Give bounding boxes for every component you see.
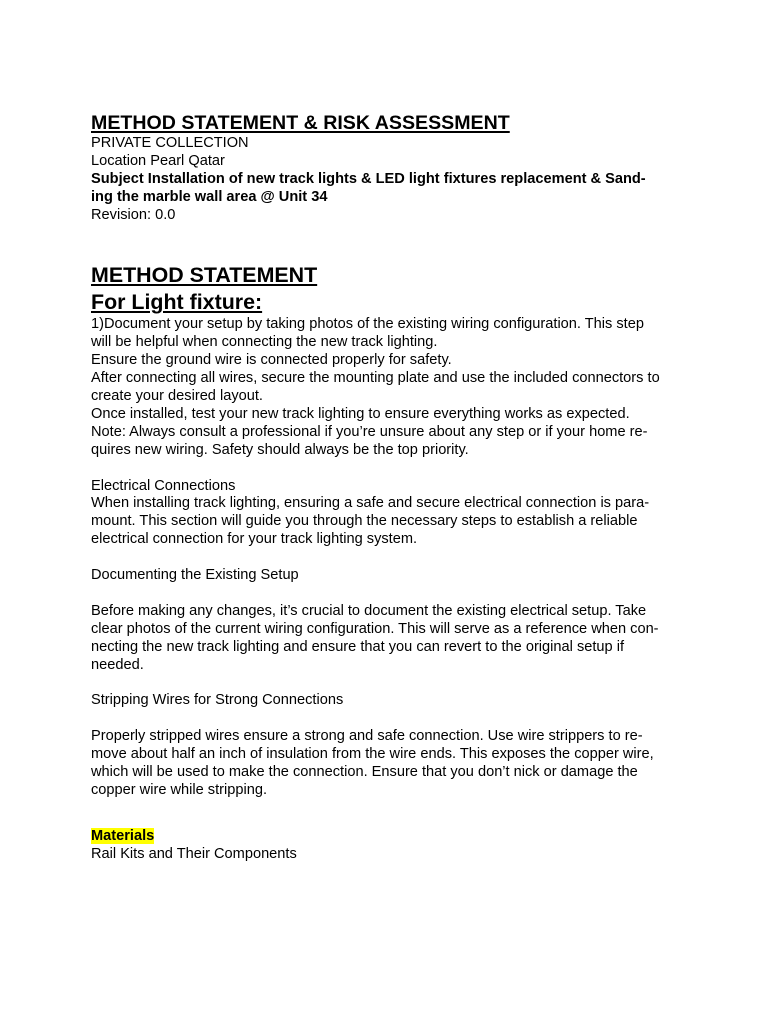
document-title: METHOD STATEMENT & RISK ASSESSMENT	[91, 112, 510, 134]
document-body	[91, 112, 683, 864]
location-line: Location Pearl Qatar	[91, 152, 225, 169]
paragraph-line: copper wire while stripping.	[91, 781, 268, 798]
spacer	[91, 549, 683, 567]
paragraph-line: Properly stripped wires ensure a strong and safe connection. Use wire strippers to re-	[91, 728, 643, 745]
paragraph-line: necting the new track lighting and ensure that you can revert to the original setup if	[91, 638, 624, 655]
paragraph-line: Before making any changes, it’s crucial to document the existing electrical setup. Take	[91, 602, 647, 619]
electrical-paragraph	[91, 495, 683, 549]
paragraph-line: clear photos of the current wiring configuration. This will serve as a reference when con-	[91, 620, 659, 637]
subject-line-1: Subject Installation of new track lights & LED light fixtures replacement & Sand-	[91, 170, 646, 187]
paragraph-line: Note: Always consult a professional if you’re unsure about any step or if your home re-	[91, 423, 648, 440]
paragraph-line: Ensure the ground wire is connected properly for safety.	[91, 352, 452, 369]
spacer	[91, 225, 683, 243]
spacer	[91, 710, 683, 728]
electrical-connections-heading: Electrical Connections	[91, 477, 236, 494]
paragraph-line: electrical connection for your track lighting system.	[91, 531, 418, 548]
paragraph-line: which will be used to make the connection. Ensure that you don’t nick or damage the	[91, 764, 638, 780]
spacer	[91, 800, 683, 818]
stripping-heading: Stripping Wires for Strong Connections	[91, 692, 344, 709]
spacer	[91, 242, 683, 262]
revision-line: Revision: 0.0	[91, 206, 176, 223]
spacer	[91, 460, 683, 478]
paragraph-line: will be helpful when connecting the new track lighting.	[91, 334, 438, 351]
light-fixture-subheading: For Light fixture:	[91, 290, 263, 315]
paragraph-line: When installing track lighting, ensuring a safe and secure electrical connection is para-	[91, 495, 650, 512]
materials-heading: Materials	[91, 827, 155, 844]
paragraph-line: move about half an inch of insulation from the wire ends. This exposes the copper wire,	[91, 746, 654, 763]
materials-item: Rail Kits and Their Components	[91, 845, 297, 862]
documenting-paragraph	[91, 603, 683, 675]
subject-line-2: ing the marble wall area @ Unit 34	[91, 188, 328, 205]
client-name: PRIVATE COLLECTION	[91, 135, 249, 151]
paragraph-line: mount. This section will guide you through the necessary steps to establish a reliable	[91, 513, 638, 530]
paragraph-line: 1)Document your setup by taking photos of the existing wiring configuration. This step	[91, 316, 644, 333]
spacer	[91, 585, 683, 603]
paragraph-line: After connecting all wires, secure the mounting plate and use the included connectors to	[91, 370, 660, 387]
spacer	[91, 818, 683, 828]
paragraph-line: needed.	[91, 656, 144, 673]
spacer	[91, 675, 683, 693]
stripping-paragraph	[91, 728, 683, 800]
materials-heading-row	[91, 828, 683, 846]
documenting-heading: Documenting the Existing Setup	[91, 567, 299, 584]
paragraph-line: quires new wiring. Safety should always be the top priority.	[91, 441, 469, 458]
paragraph-line: create your desired layout.	[91, 388, 263, 405]
intro-paragraph	[91, 316, 683, 459]
paragraph-line: Once installed, test your new track lighting to ensure everything works as expected.	[91, 405, 630, 422]
method-statement-heading: METHOD STATEMENT	[91, 263, 318, 288]
